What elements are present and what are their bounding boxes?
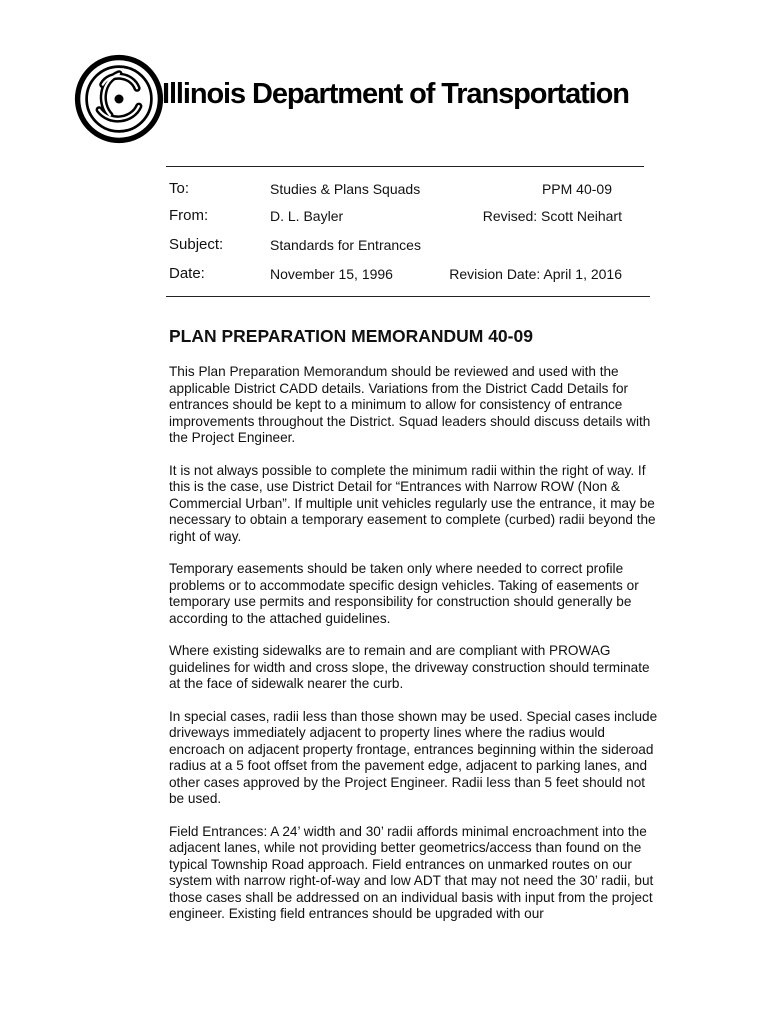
body-paragraph: Temporary easements should be taken only where needed to correct profile problems or to accommodate specific design vehicles. Taking of easements or temporary use permits and responsibility for construction should generally be according to the attached guidelines. <box>169 561 639 626</box>
ppm-number: PPM 40-09 <box>541 181 612 197</box>
date-value: November 15, 1996 <box>270 266 393 282</box>
subject-label: Subject: <box>169 236 224 253</box>
to-value: Studies & Plans Squads <box>270 181 421 197</box>
revision-date: Revision Date: April 1, 2016 <box>449 266 622 282</box>
body-paragraph: Where existing sidewalks are to remain and are compliant with PROWAG guidelines for width and cross slope, the driveway construction should terminate at the face of sidewalk nearer the curb. <box>169 643 650 691</box>
body-paragraph: In special cases, radii less than those shown may be used. Special cases include driveways immediately adjacent to property lines where the radius would encroach on adjacent property frontage, entrances beginning within the sideroad radius at a 5 foot offset from the pavement edge, adjacent to parking lanes, and other cases approved by the Project Engineer. Radii less than 5 feet should not be used. <box>169 708 658 806</box>
memo-body <box>169 364 661 939</box>
agency-name: Illinois Department of Transportation <box>162 78 629 110</box>
header-bottom-rule <box>166 296 650 297</box>
date-label: Date: <box>169 265 205 282</box>
subject-value: Standards for Entrances <box>270 237 421 253</box>
body-paragraph: This Plan Preparation Memorandum should be reviewed and used with the applicable District CADD details. Variations from the District Cadd Details for entrances should be kept to a minimum to allow for consistency of entrance improvements throughout the District. Squad leaders should discuss details with the Project Engineer. <box>169 364 651 445</box>
from-label: From: <box>169 207 209 224</box>
revised-by: Revised: Scott Neihart <box>482 208 622 224</box>
from-value: D. L. Bayler <box>270 208 344 224</box>
to-label: To: <box>169 180 190 197</box>
body-paragraph: Field Entrances: A 24’ width and 30’ radii affords minimal encroachment into the adjacent lanes, while not providing better geometrics/access than found on the typical Township Road approach. Field entrances on unmarked routes on our system with narrow right-of-way and low ADT that may not need the 30’ radii, but those cases shall be addressed on an individual basis with input from the project engineer. Existing field entrances should be upgraded with our <box>169 823 654 921</box>
body-paragraph: It is not always possible to complete the minimum radii within the right of way. If this is the case, use District Detail for “Entrances with Narrow ROW (Non & Commercial Urban”. If multiple unit vehicles regularly use the entrance, it may be necessary to obtain a temporary easement to complete (curbed) radii beyond the right of way. <box>169 462 656 544</box>
memo-title: PLAN PREPARATION MEMORANDUM 40-09 <box>169 326 533 346</box>
header-top-rule <box>166 166 644 167</box>
idot-logo-icon <box>74 54 164 144</box>
